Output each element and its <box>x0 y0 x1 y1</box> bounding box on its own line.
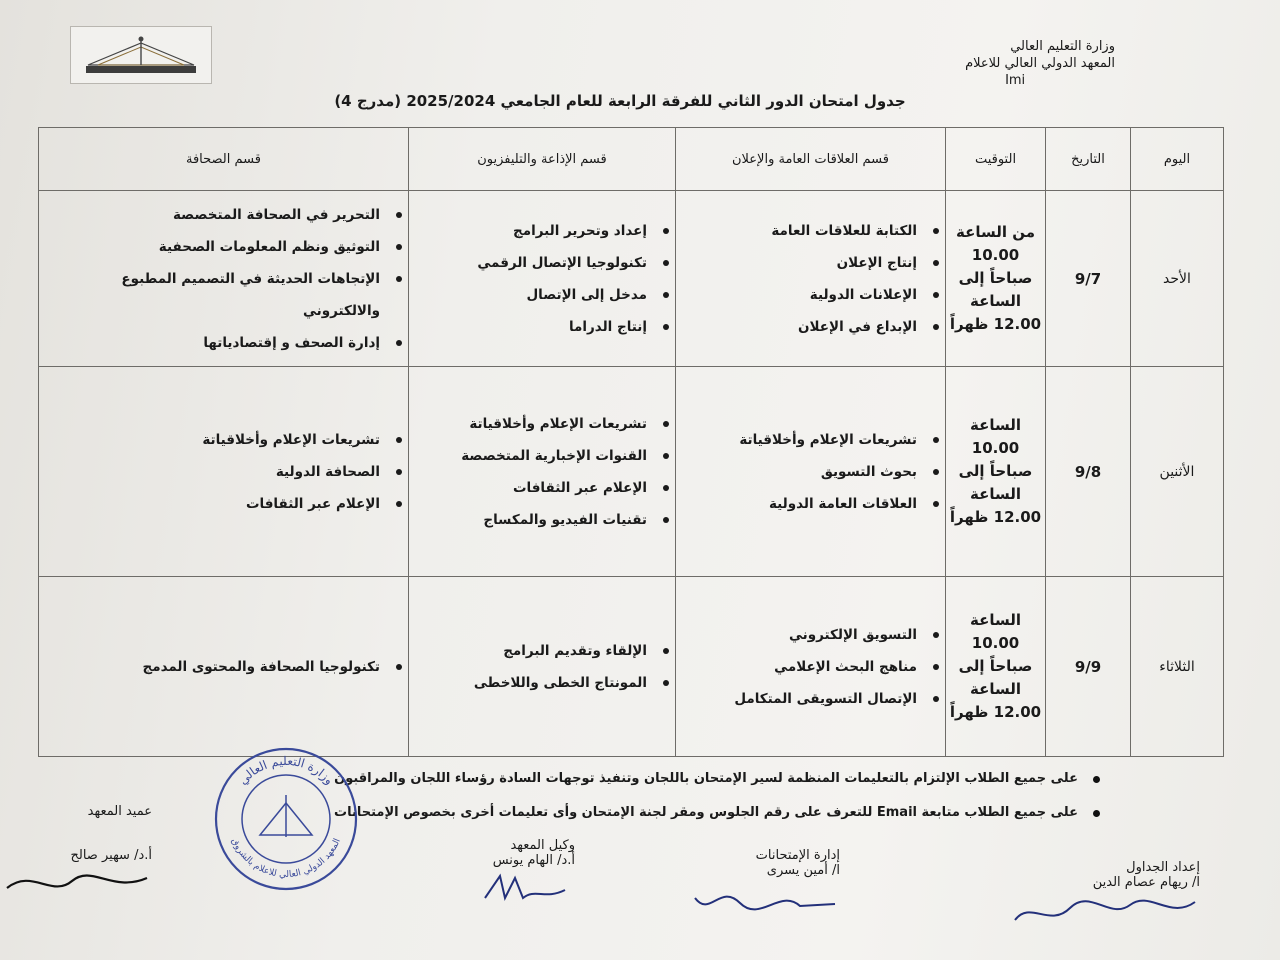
handwritten-signature <box>690 878 840 918</box>
subject-item: مناهج البحث الإعلامي <box>684 651 917 683</box>
time-line: الساعة <box>969 611 1021 629</box>
time-line: 12.00 ظهراً <box>949 508 1042 526</box>
signature-block-schedules <box>1010 860 1200 934</box>
header-radio-tv-dept: قسم الإذاعة والتليفزيون <box>409 128 676 191</box>
subject-item: الكتابة للعلاقات العامة <box>684 215 917 247</box>
notes-list <box>300 762 1100 830</box>
table-header-row <box>39 128 1224 191</box>
subject-list <box>39 199 408 359</box>
day-cell: الثلاثاء <box>1131 577 1224 757</box>
stamp-bottom-text: المعهد الدولي العالي للاعلام بالشروق <box>229 836 343 881</box>
subject-item: إعداد وتحرير البرامج <box>417 215 647 247</box>
signature-name: ا/ أمين يسرى <box>766 863 840 878</box>
subject-item: الإتجاهات الحديثة في التصميم المطبوع والالكتروني <box>47 263 380 327</box>
institute-name: المعهد الدولي العالي للاعلام <box>965 56 1115 71</box>
schedule-table <box>38 127 1224 757</box>
header-day: اليوم <box>1131 128 1224 191</box>
subject-item: الإلقاء وتقديم البرامج <box>417 635 647 667</box>
subject-item: الإتصال التسويقى المتكامل <box>684 683 917 715</box>
ministry-name: وزارة التعليم العالي <box>1010 39 1115 54</box>
signature-role: إعداد الجداول <box>1126 860 1200 875</box>
institute-logo <box>70 26 212 84</box>
time-line: الساعة <box>969 485 1021 503</box>
handwritten-signature <box>2 863 152 903</box>
signature-name: أ.د/ الهام يونس <box>492 853 575 868</box>
time-line: الساعة <box>969 680 1021 698</box>
handwritten-signature <box>1010 890 1200 930</box>
header-press-dept: قسم الصحافة <box>39 128 409 191</box>
subject-item: التوثيق ونظم المعلومات الصحفية <box>47 231 380 263</box>
subject-item: إنتاج الإعلان <box>684 247 917 279</box>
signature-name: أ.د/ سهير صالح <box>70 848 152 863</box>
signature-role: وكيل المعهد <box>510 838 575 853</box>
radio-subjects-cell <box>409 577 676 757</box>
subject-item: بحوث التسويق <box>684 456 917 488</box>
time-line: 10.00 <box>971 439 1020 457</box>
svg-text:المعهد الدولي العالي للاعلام ب <box>229 837 343 880</box>
signature-block-vice-dean <box>475 838 575 912</box>
pr-subjects-cell <box>676 577 946 757</box>
subject-item: المونتاج الخطى واللاخطى <box>417 667 647 699</box>
day-cell: الأثنين <box>1131 367 1224 577</box>
subject-item: تشريعات الإعلام وأخلاقياتة <box>47 424 380 456</box>
subject-item: مدخل إلى الإتصال <box>417 279 647 311</box>
time-cell <box>946 191 1046 367</box>
subject-list <box>676 215 945 343</box>
subject-item: الإبداع في الإعلان <box>684 311 917 343</box>
subject-list <box>409 635 675 699</box>
logo-emblem-icon <box>76 31 206 79</box>
time-line: صباحاً إلى <box>958 462 1033 480</box>
press-subjects-cell <box>39 367 409 577</box>
time-line: من الساعة <box>955 223 1036 241</box>
time-line: صباحاً إلى <box>958 657 1033 675</box>
subject-item: العلاقات العامة الدولية <box>684 488 917 520</box>
note-item: على جميع الطلاب الإلتزام بالتعليمات المنظمة لسير الإمتحان باللجان وتنفيذ توجهات السادة رؤساء اللجان والمراقبون <box>300 762 1100 796</box>
document-title: جدول امتحان الدور الثاني للفرقة الرابعة للعام الجامعي 2025/2024 (مدرج 4) <box>334 92 906 110</box>
time-line: صباحاً إلى <box>958 269 1033 287</box>
signature-role: عميد المعهد <box>87 804 152 819</box>
time-line: 12.00 ظهراً <box>949 703 1042 721</box>
time-line: 10.00 <box>971 634 1020 652</box>
signature-name: ا/ ريهام عصام الدين <box>1092 875 1200 890</box>
date-cell: 9/7 <box>1046 191 1131 367</box>
subject-list <box>39 424 408 520</box>
time-line: 10.00 <box>971 246 1020 264</box>
subject-item: تكنولوجيا الصحافة والمحتوى المدمج <box>47 651 380 683</box>
signature-role: إدارة الإمتحانات <box>755 848 840 863</box>
press-subjects-cell <box>39 577 409 757</box>
institute-abbr: Imi <box>1005 73 1026 88</box>
signature-block-exams <box>690 848 840 922</box>
subject-item: التحرير في الصحافة المتخصصة <box>47 199 380 231</box>
subject-item: التسويق الإلكتروني <box>684 619 917 651</box>
radio-subjects-cell <box>409 367 676 577</box>
header-date: التاريخ <box>1046 128 1131 191</box>
time-cell <box>946 367 1046 577</box>
subject-list <box>409 408 675 536</box>
signature-block-dean-name <box>2 848 152 907</box>
subject-item: الإعلام عبر الثقافات <box>417 472 647 504</box>
subject-item: تشريعات الإعلام وأخلاقياتة <box>684 424 917 456</box>
time-line: الساعة <box>969 292 1021 310</box>
note-item: على جميع الطلاب متابعة Email للتعرف على رقم الجلوس ومقر لجنة الإمتحان وأى تعليمات أخرى بخصوص الإمتحانات <box>300 796 1100 830</box>
table-row <box>39 577 1224 757</box>
time-cell <box>946 577 1046 757</box>
subject-item: الإعلام عبر الثقافات <box>47 488 380 520</box>
header-pr-dept: قسم العلاقات العامة والإعلان <box>676 128 946 191</box>
subject-item: تكنولوجيا الإتصال الرقمي <box>417 247 647 279</box>
subject-item: إنتاج الدراما <box>417 311 647 343</box>
time-line: الساعة <box>969 416 1021 434</box>
subject-item: الصحافة الدولية <box>47 456 380 488</box>
subject-list <box>676 424 945 520</box>
date-cell: 9/9 <box>1046 577 1131 757</box>
time-line: 12.00 ظهراً <box>949 315 1042 333</box>
handwritten-signature <box>475 868 575 908</box>
subject-item: إدارة الصحف و إقتصادياتها <box>47 327 380 359</box>
subject-list <box>409 215 675 343</box>
subject-list <box>676 619 945 715</box>
subject-item: تشريعات الإعلام وأخلاقياتة <box>417 408 647 440</box>
pr-subjects-cell <box>676 367 946 577</box>
subject-item: القنوات الإخبارية المتخصصة <box>417 440 647 472</box>
stamp-top-text: وزارة التعليم العالي <box>235 753 337 788</box>
signature-block-dean <box>88 804 152 819</box>
header-time: التوقيت <box>946 128 1046 191</box>
subject-list <box>39 651 408 683</box>
press-subjects-cell <box>39 191 409 367</box>
date-cell: 9/8 <box>1046 367 1131 577</box>
subject-item: تقنيات الفيديو والمكساج <box>417 504 647 536</box>
table-row <box>39 367 1224 577</box>
radio-subjects-cell <box>409 191 676 367</box>
pr-subjects-cell <box>676 191 946 367</box>
subject-item: الإعلانات الدولية <box>684 279 917 311</box>
day-cell: الأحد <box>1131 191 1224 367</box>
table-row <box>39 191 1224 367</box>
institute-stamp <box>212 745 360 893</box>
ministry-header <box>965 38 1115 89</box>
